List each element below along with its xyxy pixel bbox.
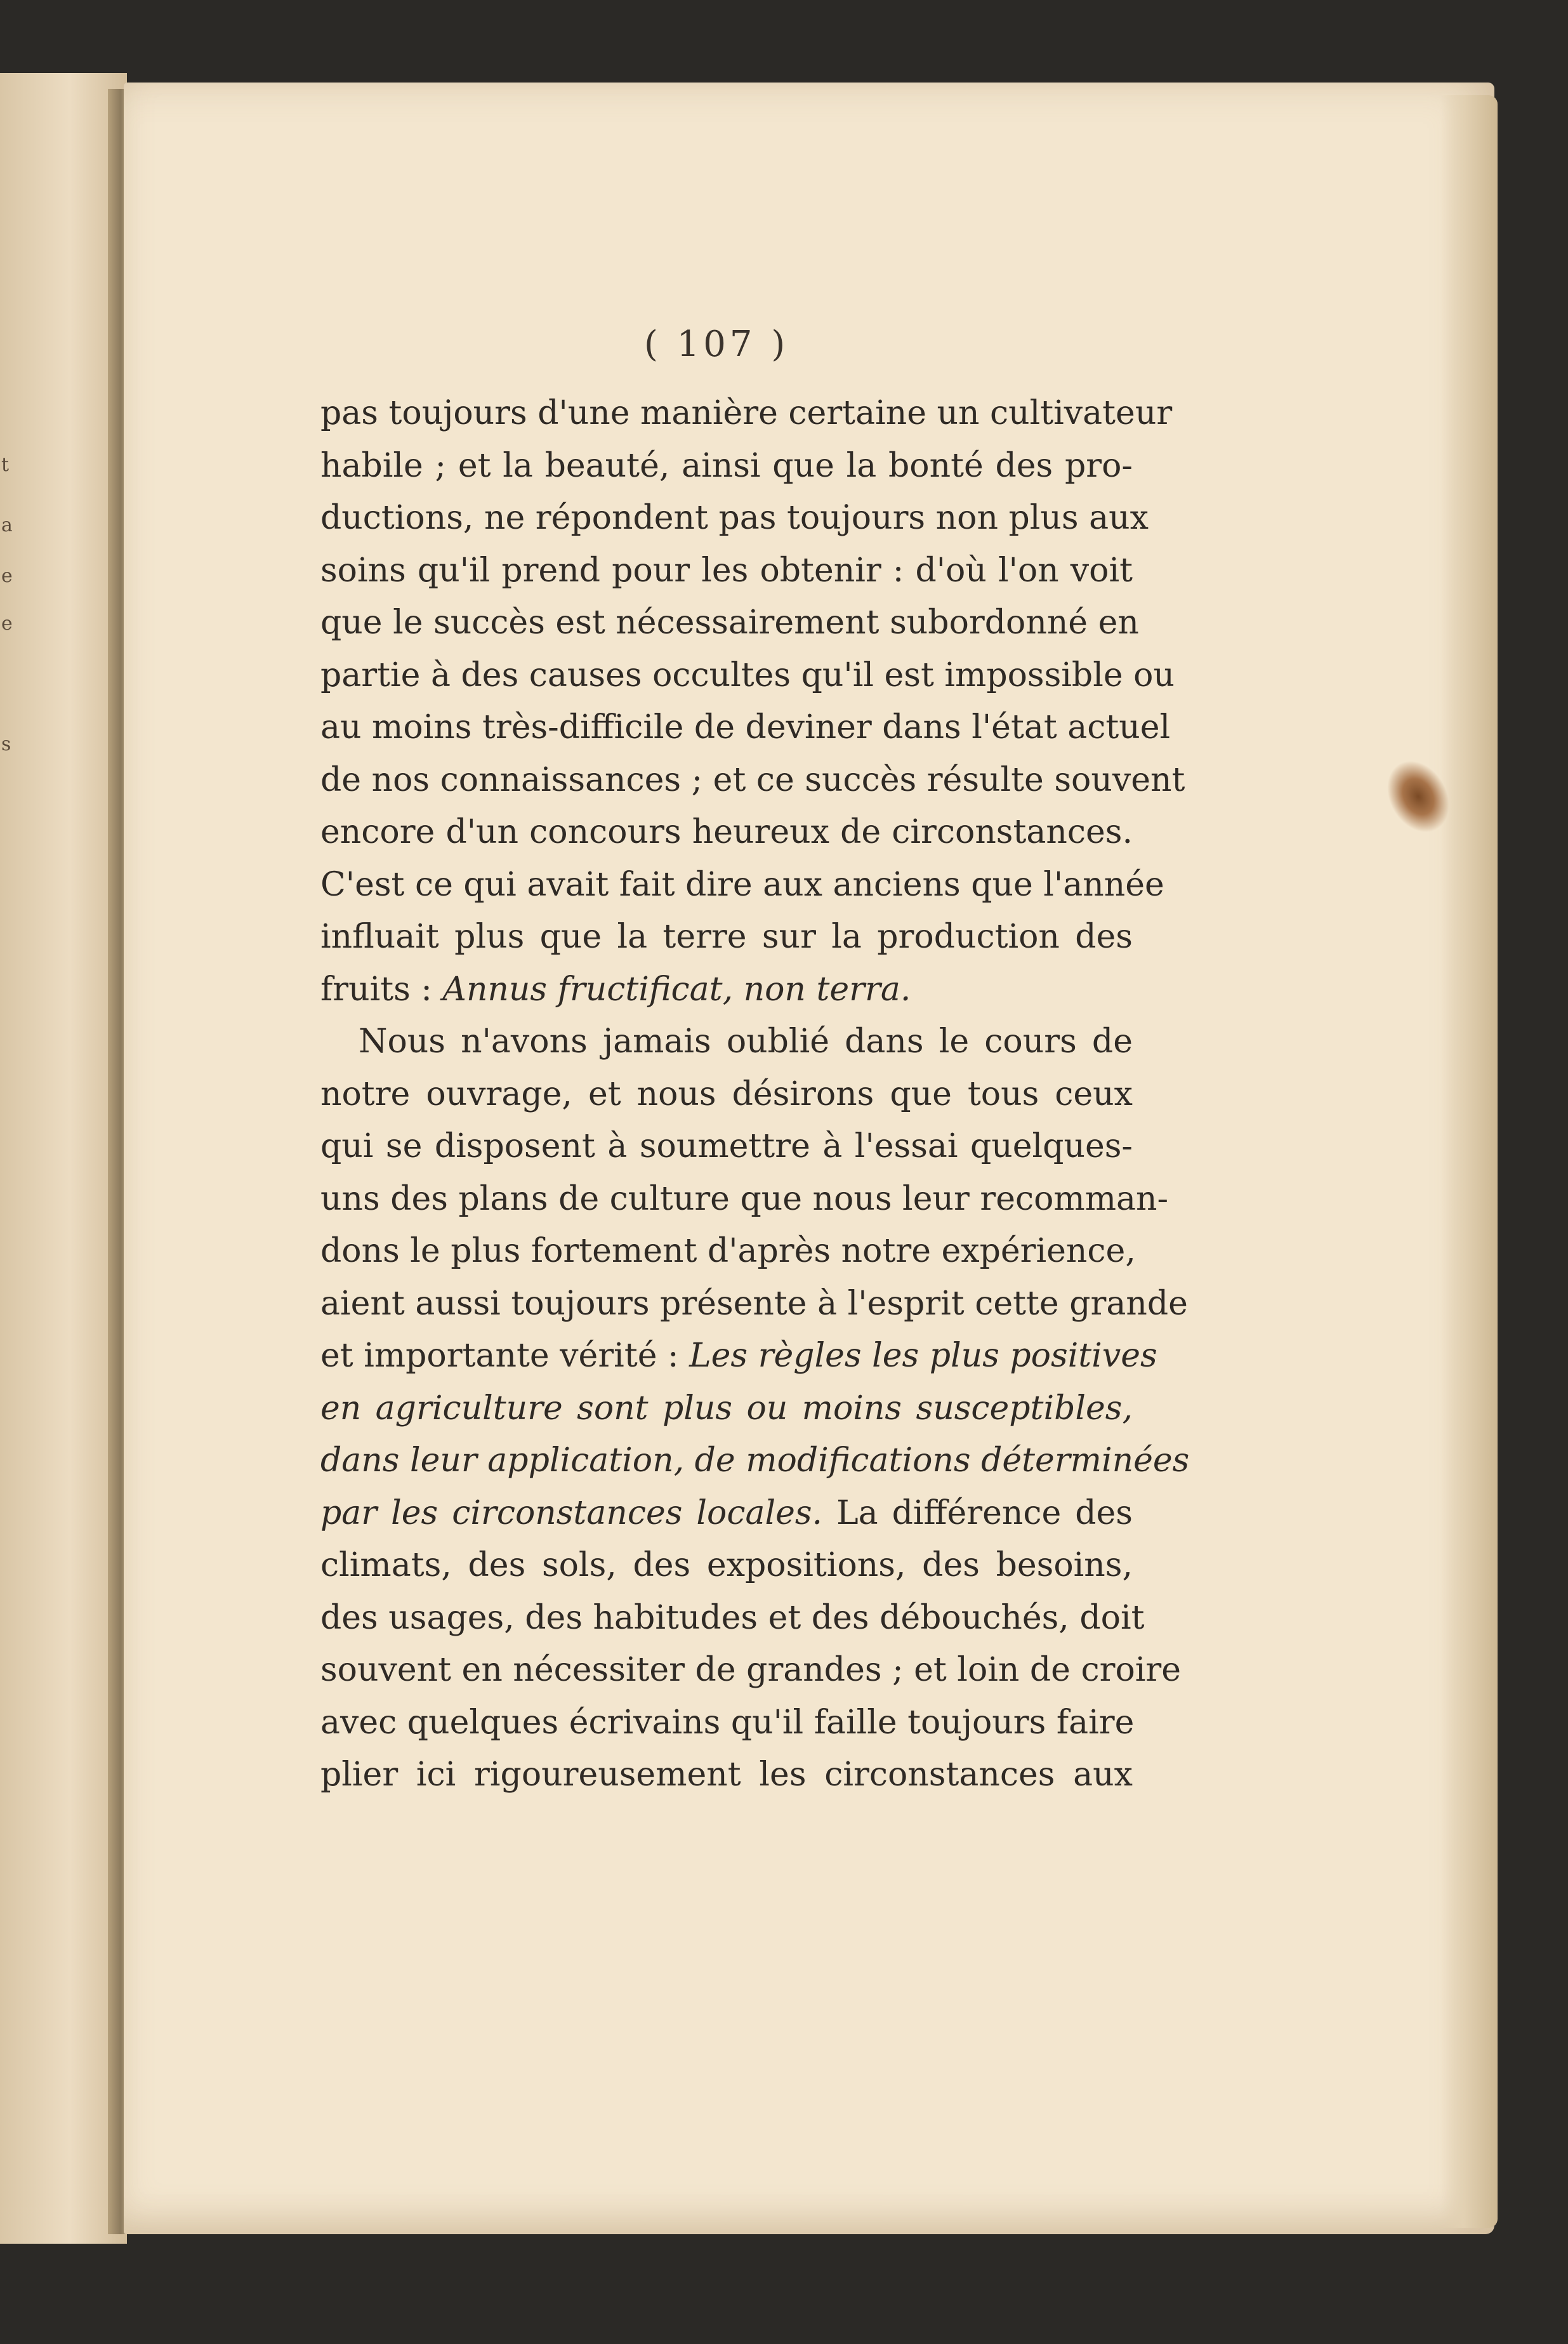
text-line: influait plus que la terre sur la production des <box>320 918 1133 956</box>
text-line: partie à des causes occultes qu'il est impossible ou <box>320 656 1175 694</box>
text-line: souvent en nécessiter de grandes ; et loin de croire <box>320 1651 1182 1689</box>
text-line: ductions, ne répondent pas toujours non plus aux <box>320 499 1149 537</box>
text-line: en agriculture sont plus ou moins susceptibles, <box>320 1389 1133 1427</box>
text-line: encore d'un concours heureux de circonstances. <box>320 813 1133 851</box>
left-mark: s <box>1 733 11 755</box>
body-text <box>320 387 1190 1801</box>
text-line: soins qu'il prend pour les obtenir : d'où l'on voit <box>320 551 1133 590</box>
text-line: que le succès est nécessairement subordonné en <box>320 604 1139 642</box>
italic-run: par les circonstances locales. <box>320 1493 823 1532</box>
italic-run: Les règles les plus positives <box>689 1337 1157 1375</box>
text-line: uns des plans de culture que nous leur recomman- <box>320 1179 1169 1218</box>
text-line <box>320 963 1133 1016</box>
text-line: aient aussi toujours présente à l'esprit cette grande <box>320 1284 1188 1323</box>
text-line: climats, des sols, des expositions, des besoins, <box>320 1546 1133 1584</box>
text-run: et importante vérité : <box>320 1337 690 1375</box>
text-line <box>320 1487 1133 1540</box>
text-line <box>320 1330 1157 1382</box>
text-line: plier ici rigoureusement les circonstances aux <box>320 1756 1133 1794</box>
text-line: pas toujours d'une manière certaine un cultivateur <box>320 394 1173 432</box>
text-run: fruits : <box>320 970 443 1009</box>
text-line: avec quelques écrivains qu'il faille toujours faire <box>320 1703 1135 1742</box>
text-line: dans leur application, de modifications déterminées <box>320 1441 1190 1480</box>
text-line: des usages, des habitudes et des débouchés, doit <box>320 1598 1145 1637</box>
left-mark: e <box>1 612 13 635</box>
text-run: La différence des <box>822 1493 1133 1532</box>
text-line: C'est ce qui avait fait dire aux anciens que l'année <box>320 865 1164 904</box>
text-line: qui se disposent à soumettre à l'essai quelques- <box>320 1127 1133 1165</box>
latin-quote: Annus fructificat, non terra. <box>442 970 911 1009</box>
text-line: notre ouvrage, et nous désirons que tous ceux <box>320 1075 1133 1113</box>
left-mark: e <box>1 565 13 587</box>
left-mark: t <box>1 454 10 476</box>
text-line: de nos connaissances ; et ce succès résulte souvent <box>320 760 1185 799</box>
text-line: dons le plus fortement d'après notre expérience, <box>320 1232 1136 1270</box>
page-edge <box>1440 95 1498 2228</box>
left-mark: a <box>1 514 13 536</box>
text-line: Nous n'avons jamais oublié dans le cours de <box>359 1023 1133 1061</box>
text-line: au moins très-difficile de deviner dans l'état actuel <box>320 708 1171 746</box>
text-line: habile ; et la beauté, ainsi que la bonté des pro- <box>320 446 1133 485</box>
page-number: ( 107 ) <box>644 324 789 365</box>
